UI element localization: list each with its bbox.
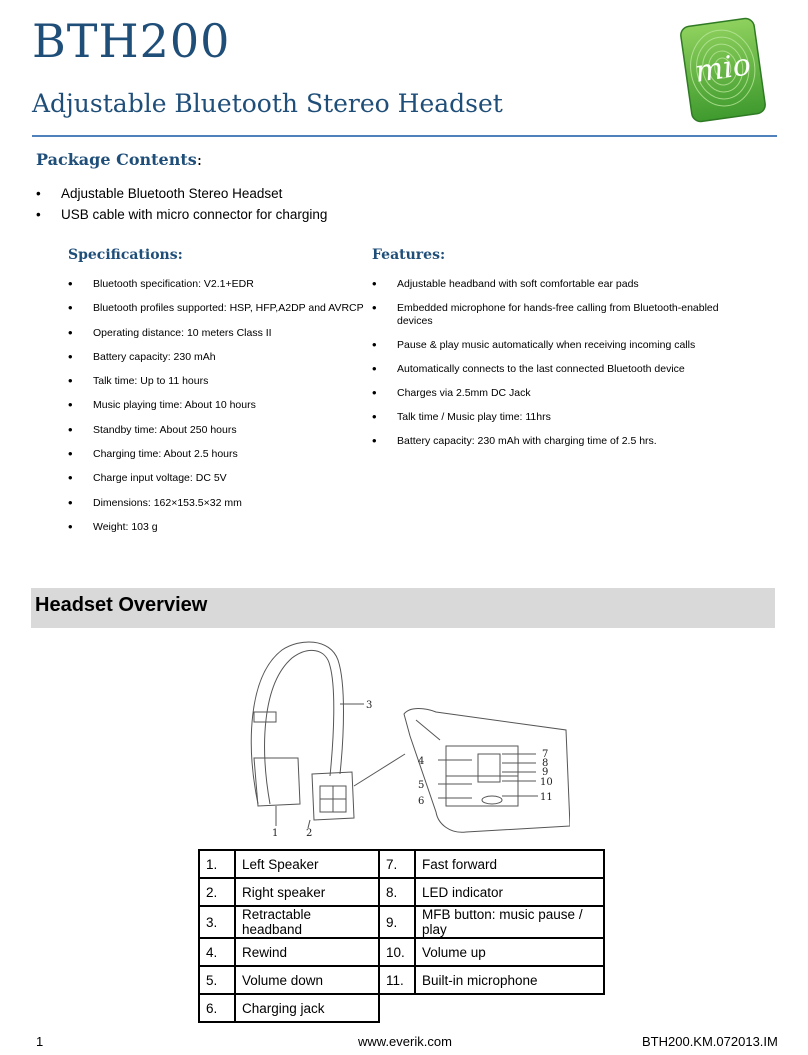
headset-overview-heading: Headset Overview <box>35 594 208 616</box>
callout-4: 4 <box>418 756 425 767</box>
callout-1: 1 <box>272 828 279 839</box>
specifications-list <box>68 278 368 545</box>
callout-11: 11 <box>540 792 553 803</box>
legend-number: 7. <box>379 850 415 878</box>
list-item: • Weight: 103 g <box>68 521 368 545</box>
legend-table <box>198 849 605 1023</box>
mio-logo <box>678 16 768 124</box>
callout-6: 6 <box>418 796 425 807</box>
list-item: • USB cable with micro connector for charging <box>36 205 327 226</box>
list-item: • Standby time: About 250 hours <box>68 424 368 448</box>
svg-text:mio: mio <box>692 47 754 90</box>
legend-number: 6. <box>199 994 235 1022</box>
list-item: • Dimensions: 162×153.5×32 mm <box>68 497 368 521</box>
footer-doc-code: BTH200.KM.072013.IM <box>642 1034 778 1049</box>
document-subtitle: Adjustable Bluetooth Stereo Headset <box>32 89 503 118</box>
legend-label: Left Speaker <box>235 850 379 878</box>
legend-label: Built-in microphone <box>415 966 604 994</box>
list-item: • Talk time / Music play time: 11hrs <box>372 411 732 424</box>
list-item: • Operating distance: 10 meters Class II <box>68 327 368 351</box>
legend-label: MFB button: music pause / play <box>415 906 604 938</box>
legend-number: 1. <box>199 850 235 878</box>
legend-number: 4. <box>199 938 235 966</box>
legend-number: 10. <box>379 938 415 966</box>
callout-3: 3 <box>366 700 373 711</box>
list-item: • Charging time: About 2.5 hours <box>68 448 368 472</box>
package-contents-heading: Package Contents: <box>36 150 203 169</box>
legend-label: Volume up <box>415 938 604 966</box>
legend-number: 9. <box>379 906 415 938</box>
callout-2: 2 <box>306 828 313 839</box>
legend-label: Right speaker <box>235 878 379 906</box>
page-number: 1 <box>36 1034 44 1049</box>
list-item: • Embedded microphone for hands-free calling from Bluetooth-enabled devices <box>372 302 732 328</box>
callout-7: 7 <box>542 749 549 760</box>
list-item: • Talk time: Up to 11 hours <box>68 375 368 399</box>
legend-label: Volume down <box>235 966 379 994</box>
table-row <box>199 994 604 1022</box>
table-row <box>199 966 604 994</box>
features-heading: Features: <box>372 247 446 263</box>
legend-label: Charging jack <box>235 994 379 1022</box>
table-row <box>199 938 604 966</box>
list-item: • Bluetooth profiles supported: HSP, HFP,A2DP and AVRCP <box>68 302 368 326</box>
legend-number: 11. <box>379 966 415 994</box>
footer-website: www.everik.com <box>358 1034 452 1049</box>
legend-number: 2. <box>199 878 235 906</box>
title-rule <box>32 135 777 137</box>
specifications-heading: Specifications: <box>68 247 183 263</box>
list-item: • Charge input voltage: DC 5V <box>68 472 368 496</box>
legend-label: Fast forward <box>415 850 604 878</box>
table-row <box>199 878 604 906</box>
features-list <box>372 278 732 459</box>
table-row <box>199 850 604 878</box>
package-contents-list <box>36 184 327 226</box>
legend-number: 8. <box>379 878 415 906</box>
legend-number: 3. <box>199 906 235 938</box>
document-title: BTH200 <box>32 14 231 68</box>
list-item: • Adjustable headband with soft comfortable ear pads <box>372 278 732 291</box>
legend-label: Retractable headband <box>235 906 379 938</box>
list-item: • Adjustable Bluetooth Stereo Headset <box>36 184 327 205</box>
table-row <box>199 906 604 938</box>
list-item: • Bluetooth specification: V2.1+EDR <box>68 278 368 302</box>
list-item: • Battery capacity: 230 mAh with charging time of 2.5 hrs. <box>372 435 732 448</box>
legend-label: Rewind <box>235 938 379 966</box>
callout-8: 8 <box>542 758 549 769</box>
list-item: • Charges via 2.5mm DC Jack <box>372 387 732 400</box>
list-item: • Battery capacity: 230 mAh <box>68 351 368 375</box>
list-item: • Pause & play music automatically when receiving incoming calls <box>372 339 732 352</box>
legend-empty-cell <box>379 994 604 1022</box>
callout-10: 10 <box>540 777 553 788</box>
callout-9: 9 <box>542 767 549 778</box>
list-item: • Music playing time: About 10 hours <box>68 399 368 423</box>
legend-label: LED indicator <box>415 878 604 906</box>
legend-number: 5. <box>199 966 235 994</box>
headset-diagram <box>240 636 570 842</box>
callout-5: 5 <box>418 780 425 791</box>
list-item: • Automatically connects to the last connected Bluetooth device <box>372 363 732 376</box>
